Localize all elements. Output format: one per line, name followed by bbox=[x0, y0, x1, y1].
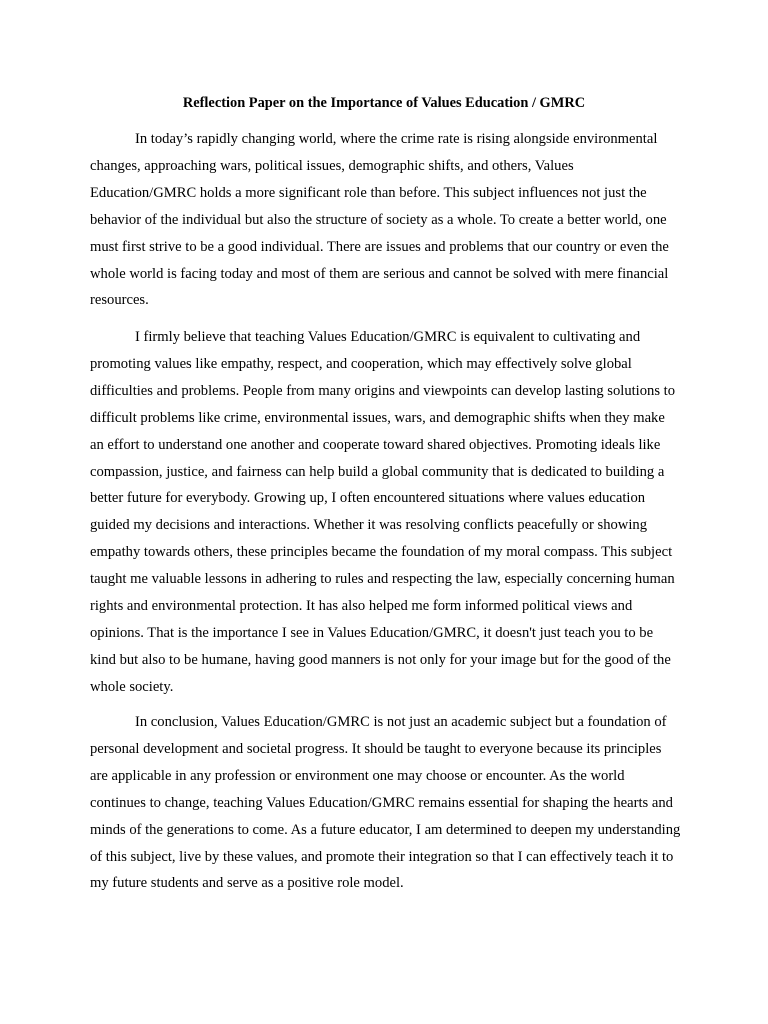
document-title: Reflection Paper on the Importance of Values Education / GMRC bbox=[182, 95, 586, 111]
paragraph-conclusion: In conclusion, Values Education/GMRC is not just an academic subject but a foundation of personal development and societal progress. It should be taught to everyone because its principles are applicable in any profession or environment one may choose or encounter. As the world continues to change, teaching Values Education/GMRC remains essential for shaping the hearts and minds of the generations to come. As a future educator, I am determined to deepen my understanding of this subject, live by these values, and promote their integration so that I can effectively teach it to my future students and serve as a positive role model. bbox=[90, 714, 681, 892]
paragraph-introduction: In today’s rapidly changing world, where the crime rate is rising alongside environmental changes, approaching wars, political issues, demographic shifts, and others, Values Education/GMRC holds a more significant role than before. This subject influences not just the behavior of the individual but also the structure of society as a whole. To create a better world, one must first strive to be a good individual. There are issues and problems that our country or even the whole world is facing today and most of them are serious and cannot be solved with mere financial resources. bbox=[90, 131, 669, 309]
paragraph-body: I firmly believe that teaching Values Education/GMRC is equivalent to cultivating and promoting values like empathy, respect, and cooperation, which may effectively solve global difficulties and problems. People from many origins and viewpoints can develop lasting solutions to difficult problems like crime, environmental issues, wars, and demographic shifts when they make an effort to understand one another and cooperate toward shared objectives. Promoting ideals like compassion, justice, and fairness can help build a global community that is dedicated to building a better future for everybody. Growing up, I often encountered situations where values education guided my decisions and interactions. Whether it was resolving conflicts peacefully or showing empathy towards others, these principles became the foundation of my moral compass. This subject taught me valuable lessons in adhering to rules and respecting the law, especially concerning human rights and environmental protection. It has also helped me form informed political views and opinions. That is the importance I see in Values Education/GMRC, it doesn't just teach you to be kind but also to be humane, having good manners is not only for your image but for the good of the whole society. bbox=[90, 329, 676, 695]
